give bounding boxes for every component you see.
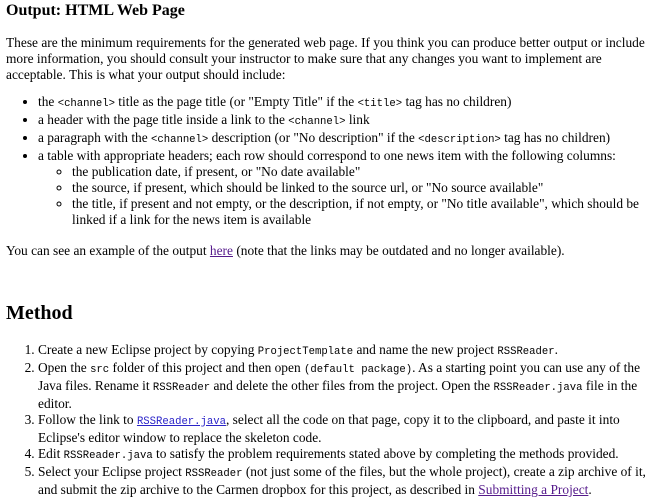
list-item: • a header with the page title inside a link to the <channel> link <box>38 112 664 130</box>
code-snippet: <title> <box>357 98 403 110</box>
code-snippet: ProjectTemplate <box>257 346 354 358</box>
sublist-item: ◦ the title, if present and not empty, or the description, if not empty, or "No title available", which should be linked if a link for the news item is available <box>72 196 664 228</box>
method-steps <box>6 342 664 498</box>
rssreader-java-link[interactable]: RSSReader.java <box>136 416 226 428</box>
code-snippet: src <box>90 364 110 376</box>
step-item: 2. Open the src folder of this project and then open (default package). As a starting point you can use any of the Java files. Rename it RSSReader and delete the other files from the project. Open the RSSReader.java file in the editor. <box>38 360 664 412</box>
sublist-item: ◦ the publication date, if present, or "No date available" <box>72 164 664 180</box>
code-snippet: RSSReader <box>497 346 555 358</box>
code-snippet: <description> <box>418 134 501 146</box>
step-item: 1. Create a new Eclipse project by copying ProjectTemplate and name the new project RSSReader. <box>38 342 664 360</box>
example-output-link[interactable]: here <box>209 243 233 258</box>
code-snippet: RSSReader.java <box>63 450 153 462</box>
step-item: 4. Edit RSSReader.java to satisfy the problem requirements stated above by completing the methods provided. <box>38 446 664 464</box>
sublist-item: ◦ the source, if present, which should be linked to the source url, or "No source available" <box>72 180 664 196</box>
list-item: • the <channel> title as the page title (or "Empty Title" if the <title> tag has no children) <box>38 94 664 112</box>
submitting-project-link[interactable]: Submitting a Project <box>478 482 589 497</box>
code-snippet: <channel> <box>288 116 346 128</box>
columns-sublist <box>38 164 664 228</box>
step-item: 3. Follow the link to RSSReader.java, select all the code on that page, copy it to the clipboard, and paste it into Eclipse's editor window to replace the skeleton code. <box>38 412 664 446</box>
requirements-list <box>6 94 664 228</box>
code-snippet: RSSReader.java <box>493 382 583 394</box>
example-paragraph: You can see an example of the output here (note that the links may be outdated and no longer available). <box>6 243 565 258</box>
list-item: • a table with appropriate headers; each row should correspond to one news item with the following columns: ◦ the publication date, if present, or "No date available" ◦ the source, if present, which should be linked to the source url, or "No source available" ◦ the title, if present and not empty, or the description, if not empty, or "No title available", which should be linked if a link for the news item is available <box>38 148 664 228</box>
code-snippet: RSSReader <box>152 382 211 394</box>
code-snippet: RSSReader <box>185 468 243 480</box>
code-snippet: <channel> <box>57 98 115 110</box>
step-item: 5. Select your Eclipse project RSSReader (not just some of the files, but the whole project), create a zip archive of it, and submit the zip archive to the Carmen dropbox for this project, as described in Submitting a Project. <box>38 464 664 498</box>
output-heading: Output: HTML Web Page <box>6 2 185 19</box>
code-snippet: <channel> <box>151 134 209 146</box>
intro-paragraph: These are the minimum requirements for the generated web page. If you think you can produce better output or include more information, you should consult your instructor to make sure that any changes you want to implement are acceptable. This is what your output should include: <box>6 35 645 82</box>
code-snippet: (default package) <box>304 364 413 376</box>
list-item: • a paragraph with the <channel> description (or "No description" if the <description> tag has no children) <box>38 130 664 148</box>
method-heading: Method <box>6 302 73 324</box>
